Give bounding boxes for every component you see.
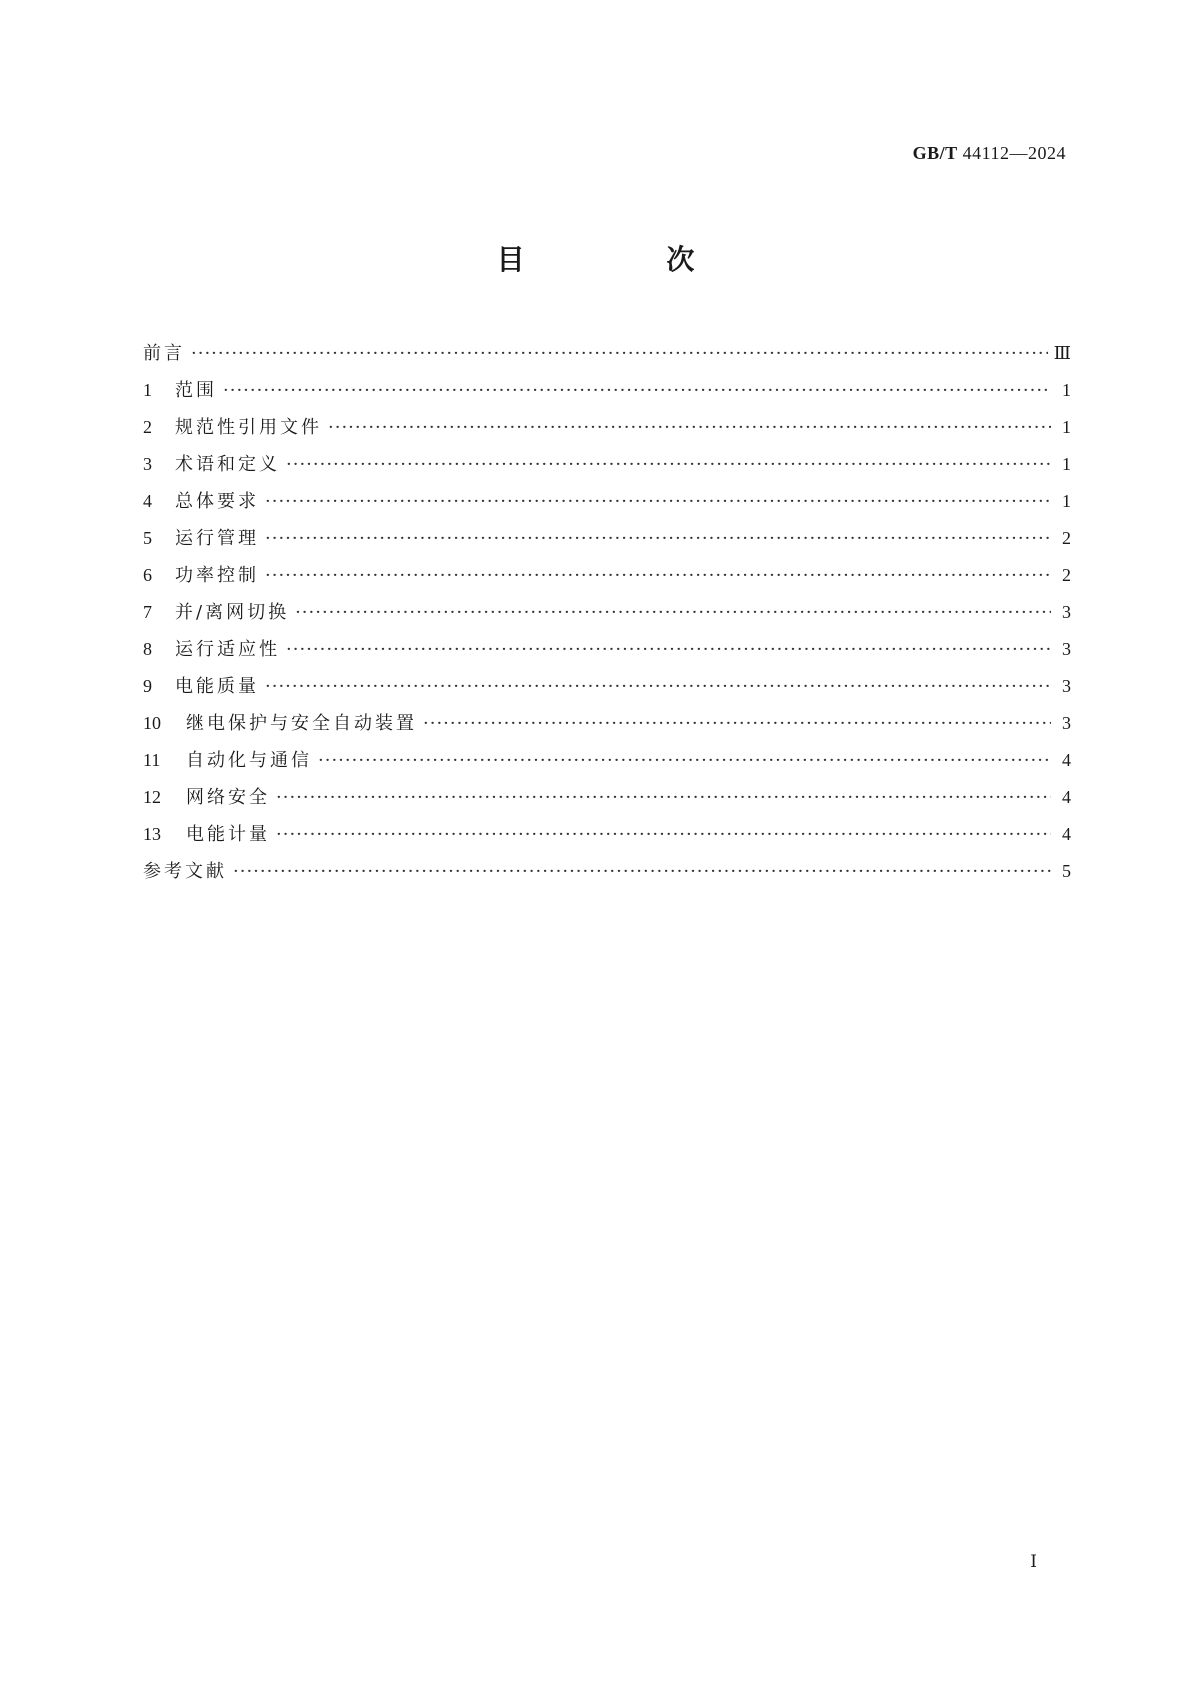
toc-entry-6[interactable]	[143, 561, 1071, 598]
toc-entry-number: 5	[143, 528, 152, 548]
toc-leader-dots	[265, 528, 1051, 549]
toc-entry-13[interactable]	[143, 820, 1071, 857]
standard-code	[913, 143, 1066, 164]
toc-entry-page: 1	[1062, 417, 1071, 437]
toc-entry-label: 范围	[175, 380, 217, 401]
toc-entry-number: 4	[143, 491, 152, 511]
toc-entry-page: 3	[1062, 639, 1071, 659]
toc-entry-2[interactable]	[143, 413, 1071, 450]
toc-entry-1[interactable]	[143, 376, 1071, 413]
toc-entry-page: 1	[1062, 454, 1071, 474]
toc-entry-11[interactable]	[143, 746, 1071, 783]
toc-entry-page: 4	[1062, 824, 1071, 844]
toc-entry-page: 3	[1062, 713, 1071, 733]
toc-leader-dots	[286, 639, 1051, 660]
toc-entry-number: 11	[143, 750, 161, 770]
toc-entry-label: 规范性引用文件	[175, 417, 322, 438]
toc-entry-label: 电能计量	[186, 824, 270, 845]
toc-entry-number: 7	[143, 602, 152, 622]
toc-entry-references[interactable]	[143, 857, 1071, 894]
toc-entry-number: 1	[143, 380, 152, 400]
toc-entry-number: 13	[143, 824, 161, 844]
toc-entry-number: 9	[143, 676, 152, 696]
toc-entry-10[interactable]	[143, 709, 1071, 746]
toc-leader-dots	[191, 343, 1048, 364]
toc-entry-8[interactable]	[143, 635, 1071, 672]
toc-entry-label: 继电保护与安全自动装置	[186, 713, 417, 734]
toc-leader-dots	[423, 713, 1051, 734]
toc-entry-label: 总体要求	[175, 491, 259, 512]
toc-leader-dots	[265, 491, 1051, 512]
standard-prefix: GB/T	[912, 143, 958, 163]
standard-number: 44112—2024	[962, 143, 1066, 163]
toc-entry-number: 10	[143, 713, 161, 733]
toc-leader-dots	[276, 787, 1051, 808]
toc-entry-label: 自动化与通信	[186, 750, 312, 771]
toc-leader-dots	[276, 824, 1051, 845]
toc-entry-page: 1	[1062, 380, 1071, 400]
toc-entry-page: 2	[1062, 565, 1071, 585]
toc-leader-dots	[233, 861, 1051, 882]
toc-entry-page: 3	[1062, 602, 1071, 622]
toc-leader-dots	[265, 565, 1051, 586]
toc-entry-9[interactable]	[143, 672, 1071, 709]
toc-entry-12[interactable]	[143, 783, 1071, 820]
table-of-contents	[143, 339, 1071, 894]
toc-entry-label: 运行管理	[175, 528, 259, 549]
toc-entry-label: 电能质量	[175, 676, 259, 697]
toc-entry-page: 3	[1062, 676, 1071, 696]
toc-entry-label: 术语和定义	[175, 454, 280, 475]
toc-entry-page: 2	[1062, 528, 1071, 548]
toc-entry-number: 12	[143, 787, 161, 807]
toc-entry-4[interactable]	[143, 487, 1071, 524]
toc-entry-5[interactable]	[143, 524, 1071, 561]
toc-entry-7[interactable]	[143, 598, 1071, 635]
toc-entry-label: 运行适应性	[175, 639, 280, 660]
toc-leader-dots	[286, 454, 1051, 475]
toc-entry-label: 功率控制	[175, 565, 259, 586]
page-title: 目 次	[496, 243, 761, 276]
page-number: Ⅰ	[1030, 1552, 1037, 1571]
toc-leader-dots	[223, 380, 1051, 401]
toc-entry-3[interactable]	[143, 450, 1071, 487]
toc-entry-page: Ⅲ	[1053, 343, 1071, 363]
toc-leader-dots	[295, 602, 1051, 623]
toc-entry-label: 参考文献	[143, 861, 227, 882]
toc-entry-number: 2	[143, 417, 152, 437]
toc-entry-number: 6	[143, 565, 152, 585]
toc-leader-dots	[318, 750, 1051, 771]
toc-entry-label: 前言	[143, 343, 185, 364]
toc-entry-number: 3	[143, 454, 152, 474]
toc-entry-page: 4	[1062, 750, 1071, 770]
toc-leader-dots	[328, 417, 1051, 438]
toc-leader-dots	[265, 676, 1051, 697]
toc-entry-label: 并/离网切换	[175, 602, 290, 623]
toc-entry-number: 8	[143, 639, 152, 659]
toc-entry-page: 1	[1062, 491, 1071, 511]
toc-entry-foreword[interactable]	[143, 339, 1071, 376]
toc-entry-label: 网络安全	[186, 787, 270, 808]
toc-entry-page: 5	[1062, 861, 1071, 881]
toc-entry-page: 4	[1062, 787, 1071, 807]
